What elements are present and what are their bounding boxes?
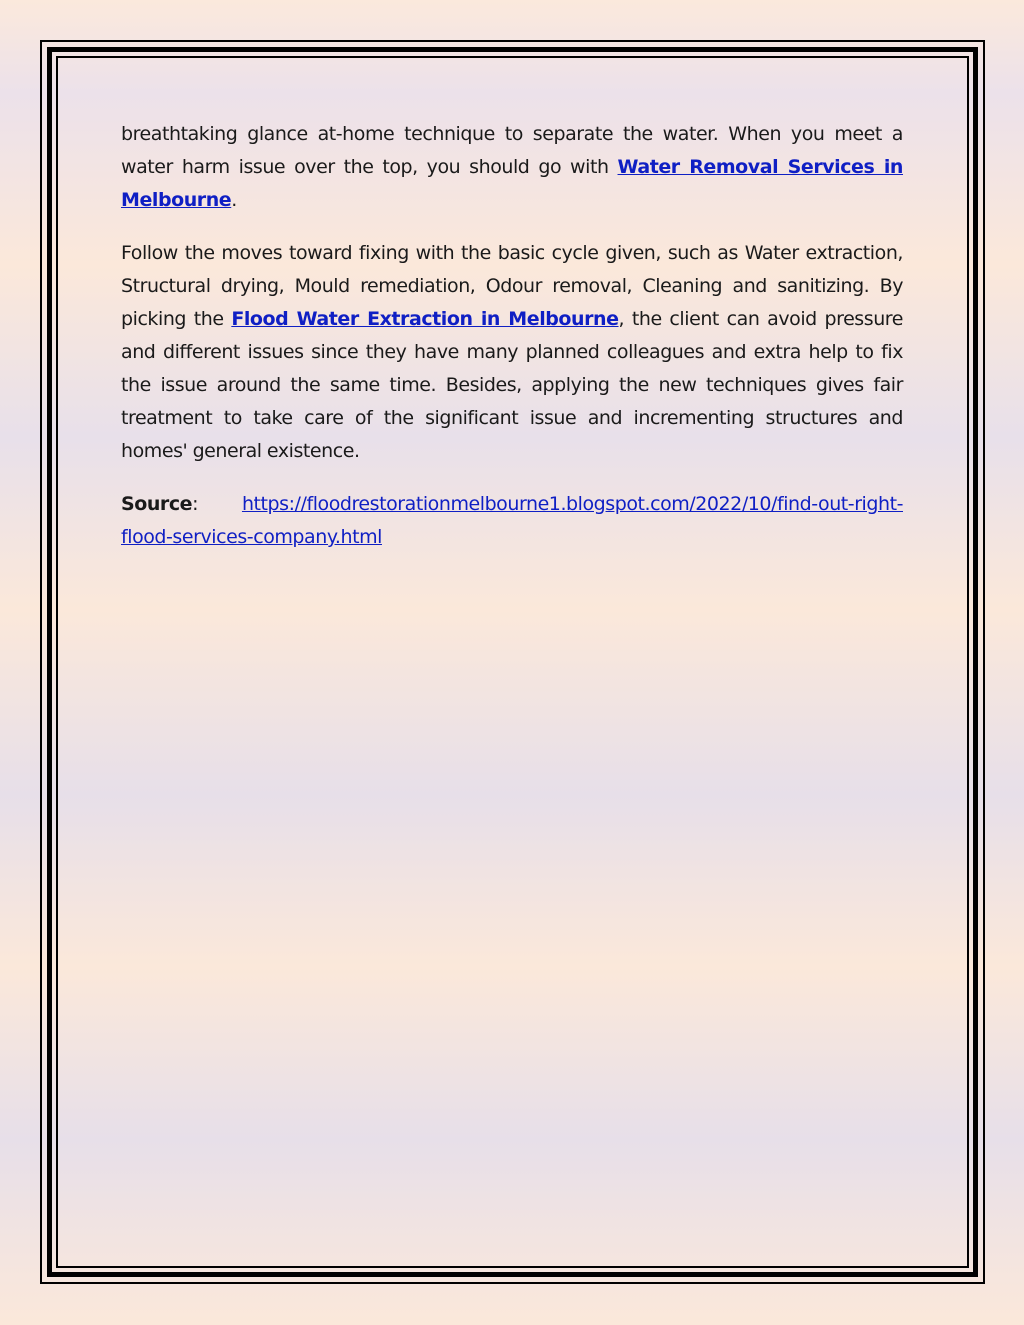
water-removal-services-link[interactable]: Water Removal Services in Melbourne — [121, 156, 903, 211]
source-separator: : — [192, 493, 242, 515]
flood-water-extraction-link[interactable]: Flood Water Extraction in Melbourne — [231, 308, 619, 330]
document-body — [121, 118, 903, 574]
paragraph-water-removal — [121, 118, 903, 217]
paragraph-1-end: . — [231, 189, 237, 211]
source-url-link[interactable]: https://floodrestorationmelbourne1.blogspot.com/2022/10/find-out-right-flood-services-company.html — [121, 493, 903, 548]
paragraph-1-text: breathtaking glance at-home technique to separate the water. When you meet a water harm issue over the top, you should go with — [121, 123, 903, 178]
source-line — [121, 488, 903, 554]
paragraph-flood-extraction — [121, 237, 903, 468]
paragraph-2-text: Follow the moves toward fixing with the basic cycle given, such as Water extraction, Structural drying, Mould remediation, Odour removal, Cleaning and sanitizing. By picking the — [121, 242, 903, 330]
paragraph-2-end: , the client can avoid pressure and different issues since they have many planned colleagues and extra help to fix the issue around the same time. Besides, applying the new techniques gives fair treatment to take care of the significant issue and incrementing structures and homes' general existence. — [121, 308, 903, 462]
source-label: Source — [121, 493, 193, 515]
